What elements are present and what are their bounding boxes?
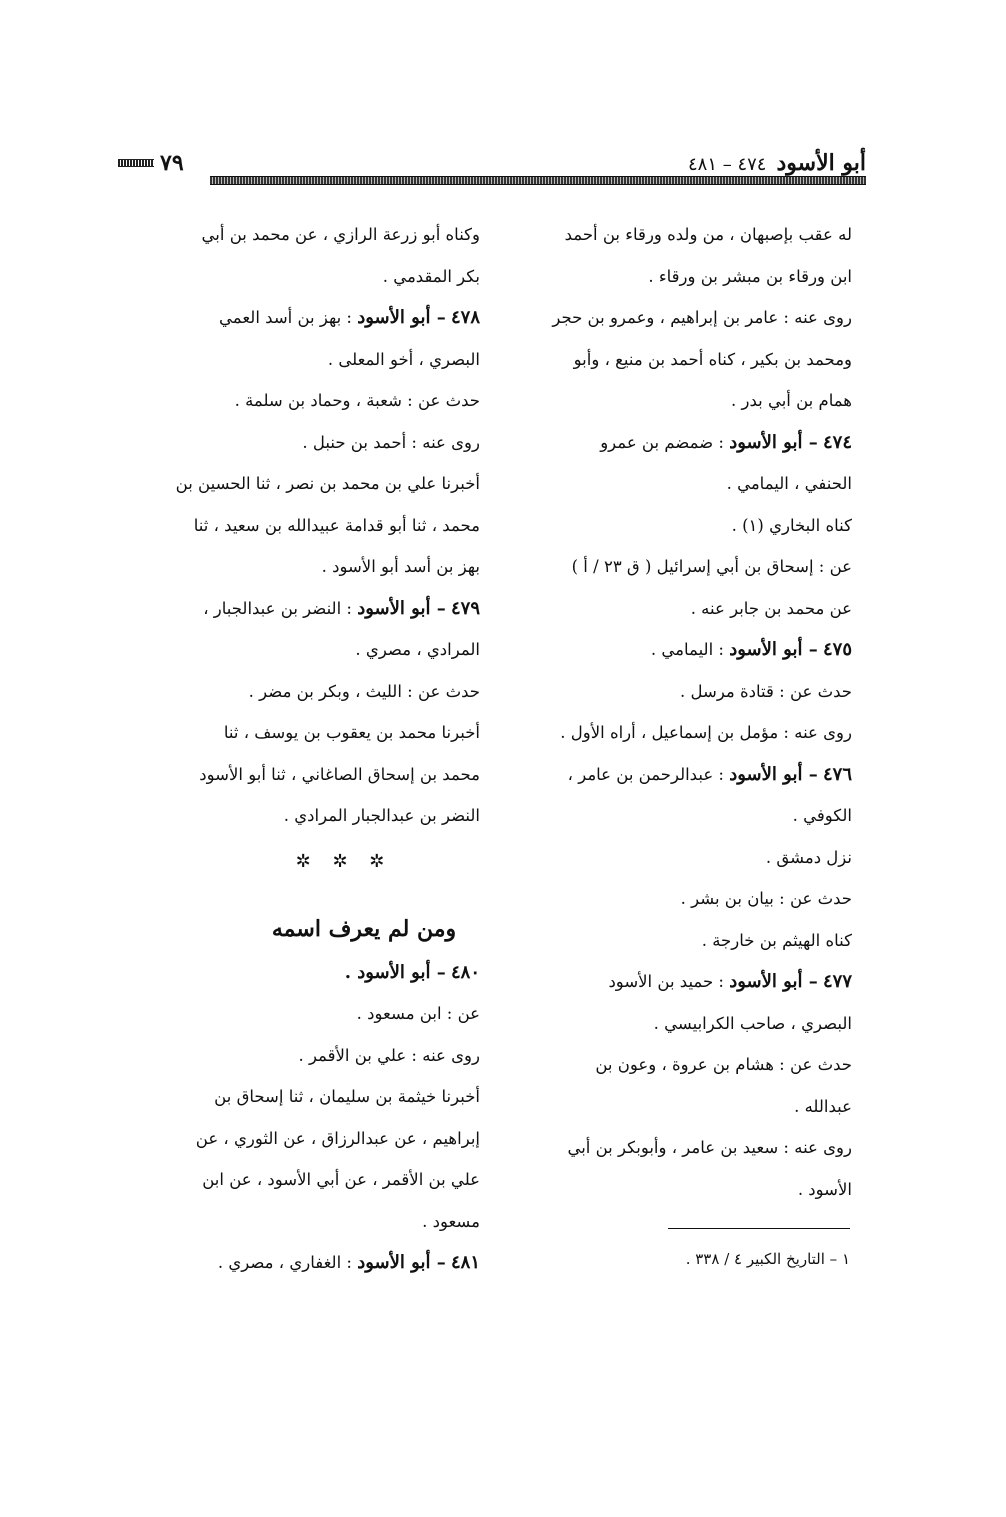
entry-name: – أبو الأسود	[729, 971, 818, 992]
text-line: البصري ، صاحب الكرابيسي .	[653, 1013, 852, 1033]
entry-number: ٤٧٨	[450, 307, 480, 328]
text-line: أخبرنا خيثمة بن سليمان ، ثنا إسحاق بن	[214, 1087, 480, 1106]
text-line: إبراهيم ، عن عبدالرزاق ، عن الثوري ، عن	[195, 1128, 480, 1148]
text-line: عن : ابن مسعود .	[356, 1004, 480, 1023]
text-line: عبدالله .	[794, 1096, 852, 1116]
text-line: له عقب بإصبهان ، من ولده ورقاء بن أحمد	[564, 225, 852, 244]
left-column-part-a	[138, 214, 480, 837]
page-number-block	[118, 150, 184, 176]
section-title: ومن لم يعرف اسمه	[271, 915, 457, 942]
text-line: عن محمد بن جابر عنه .	[690, 598, 852, 618]
entry-heading-line	[138, 1242, 480, 1284]
entry-name: – أبو الأسود	[729, 763, 818, 785]
page-number: ٧٩	[160, 150, 184, 176]
text-line: محمد بن إسحاق الصاغاني ، ثنا أبو الأسود	[199, 764, 480, 784]
text-line: كناه البخاري (١) .	[731, 515, 852, 535]
entry-number: ٤٧٩	[450, 597, 480, 619]
entry-number: ٤٧٦	[822, 763, 852, 785]
text-line: حدث عن : شعبة ، وحماد بن سلمة .	[234, 391, 480, 410]
text-line: أخبرنا علي بن محمد بن نصر ، ثنا الحسين بن	[175, 474, 480, 493]
header-title-block	[688, 150, 866, 176]
text-line: حدث عن : بيان بن بشر .	[680, 889, 852, 908]
text-line: محمد ، ثنا أبو قدامة عبيدالله بن سعيد ، ثنا	[193, 515, 480, 535]
entry-number: ٤٧٥	[822, 639, 852, 660]
entry-name: – أبو الأسود	[729, 431, 818, 453]
text-line: حدث عن : قتادة مرسل .	[680, 681, 852, 701]
text-line: بكر المقدمي .	[382, 266, 480, 286]
text-line: مسعود .	[422, 1211, 480, 1231]
entry-description: : النضر بن عبدالجبار ،	[203, 598, 358, 618]
entry-name: – أبو الأسود	[357, 307, 446, 328]
entry-description: : ضمضم بن عمرو	[600, 432, 730, 452]
text-line: روى عنه : أحمد بن حنبل .	[302, 432, 480, 452]
entry-description: : اليمامي .	[650, 640, 730, 659]
page-number-ornament	[118, 159, 154, 167]
header-rule	[210, 176, 866, 185]
header-title: أبو الأسود	[776, 150, 866, 176]
text-line: البصري ، أخو المعلى .	[327, 349, 480, 369]
text-line: علي بن الأقمر ، عن أبي الأسود ، عن ابن	[202, 1170, 480, 1189]
entry-number: ٤٨٠	[450, 961, 480, 983]
text-line: روى عنه : مؤمل بن إسماعيل ، أراه الأول .	[560, 723, 852, 742]
text-line: روى عنه : علي بن الأقمر .	[298, 1045, 480, 1065]
entry-number: ٤٧٧	[822, 971, 852, 992]
left-column-part-b	[138, 952, 480, 1284]
entry-heading-line	[506, 961, 852, 1003]
text-line: المرادي ، مصري .	[355, 640, 480, 659]
entry-heading-line	[506, 754, 852, 796]
entry-name: – أبو الأسود	[357, 1252, 446, 1273]
text-line: نزل دمشق .	[765, 847, 852, 867]
left-column	[138, 214, 480, 1284]
running-head	[118, 146, 866, 176]
text-line: روى عنه : عامر بن إبراهيم ، وعمرو بن حجر	[552, 308, 852, 327]
entry-heading-line	[506, 422, 852, 464]
text-line: حدث عن : الليث ، وبكر بن مضر .	[248, 681, 480, 701]
footnote-rule	[668, 1228, 850, 1229]
right-column	[506, 214, 852, 1210]
entry-number: ٤٨١	[450, 1252, 480, 1273]
entry-heading-line	[138, 588, 480, 630]
text-line: حدث عن : هشام بن عروة ، وعون بن	[595, 1055, 852, 1074]
text-line: عن : إسحاق بن أبي إسرائيل ( ق ٢٣ / أ )	[571, 557, 852, 576]
text-line: الحنفي ، اليمامي .	[726, 474, 852, 493]
entry-number: ٤٧٤	[822, 431, 852, 453]
entry-heading-line	[506, 629, 852, 671]
entry-heading-line	[138, 952, 480, 994]
text-line: وكناه أبو زرعة الرازي ، عن محمد بن أبي	[201, 225, 480, 244]
entry-name: – أبو الأسود	[729, 639, 818, 660]
entry-name: – أبو الأسود	[357, 597, 446, 619]
text-line: بهز بن أسد أبو الأسود .	[321, 557, 480, 576]
text-line: الأسود .	[797, 1179, 852, 1199]
text-line: كناه الهيثم بن خارجة .	[701, 930, 852, 950]
text-line: النضر بن عبدالجبار المرادي .	[283, 806, 480, 825]
text-line: أخبرنا محمد بن يعقوب بن يوسف ، ثنا	[223, 723, 480, 742]
entry-heading-line	[138, 297, 480, 339]
footnote: ١ – التاريخ الكبير ٤ / ٣٣٨ .	[685, 1250, 850, 1268]
text-line: روى عنه : سعيد بن عامر ، وأبوبكر بن أبي	[567, 1138, 852, 1157]
entry-description: : حميد بن الأسود	[608, 972, 730, 991]
entry-description: : الغفاري ، مصري .	[217, 1253, 358, 1272]
header-range: ٤٧٤ – ٤٨١	[688, 154, 767, 175]
section-separator-stars: ✲ ✲ ✲	[295, 850, 393, 872]
entry-description: : عبدالرحمن بن عامر ،	[567, 764, 730, 784]
entry-name: – أبو الأسود .	[344, 961, 446, 983]
text-line: الكوفي .	[792, 806, 852, 825]
text-line: ابن ورقاء بن مبشر بن ورقاء .	[648, 266, 852, 286]
entry-description: : بهز بن أسد العمي	[219, 308, 358, 327]
text-line: ومحمد بن بكير ، كناه أحمد بن منيع ، وأبو	[573, 349, 852, 369]
text-line: همام بن أبي بدر .	[730, 391, 852, 410]
